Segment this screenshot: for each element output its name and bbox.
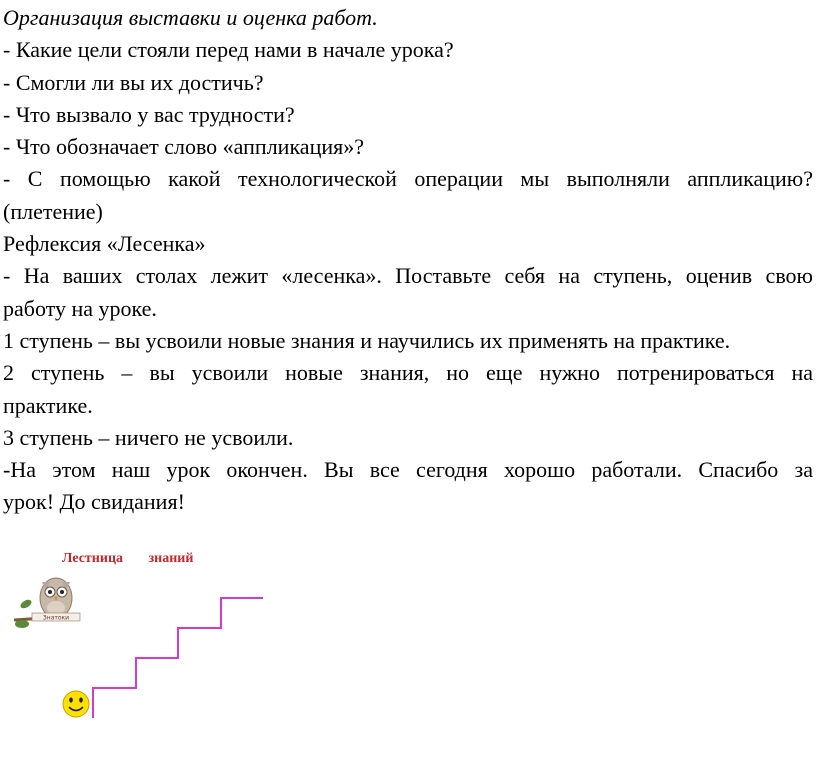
answer-weaving: (плетение)	[3, 198, 103, 224]
question-applique-meaning: - Что обозначает слово «аппликация»?	[3, 134, 365, 160]
closing-remark: -На этом наш урок окончен. Вы все сегодня хорошо работали. Спасибо за	[3, 457, 813, 483]
step-2-description-end: практике.	[3, 392, 93, 418]
reflection-title: Рефлексия «Лесенка»	[3, 231, 206, 257]
knowledge-ladder-figure	[0, 540, 290, 730]
question-difficulties: - Что вызвало у вас трудности?	[3, 101, 295, 127]
owl-sign-label: Знатоки	[42, 614, 70, 622]
ladder-title: Лестница знаний	[62, 551, 194, 566]
section-heading: Организация выставки и оценка работ.	[3, 5, 378, 30]
smiley-icon	[63, 691, 89, 717]
closing-remark-end: урок! До свидания!	[3, 489, 185, 515]
document-text	[3, 2, 813, 519]
step-3-description: 3 ступень – ничего не усвоили.	[3, 424, 294, 450]
owl-sign	[32, 613, 80, 622]
question-goals: - Какие цели стояли перед нами в начале урока?	[3, 37, 454, 63]
instruction-text-end: работу на уроке.	[3, 295, 157, 321]
step-1-description: 1 ступень – вы усвоили новые знания и научились их применять на практике.	[3, 327, 731, 353]
instruction-text: - На ваших столах лежит «лесенка». Поставьте себя на ступень, оценив свою	[3, 263, 813, 289]
ladder-illustration	[0, 540, 290, 730]
step-2-description: 2 ступень – вы усвоили новые знания, но еще нужно потренироваться на	[3, 360, 813, 386]
stairs-line	[93, 598, 263, 718]
question-technique: - С помощью какой технологической операции мы выполняли аппликацию?	[3, 166, 813, 192]
question-achieved: - Смогли ли вы их достичь?	[3, 69, 264, 95]
